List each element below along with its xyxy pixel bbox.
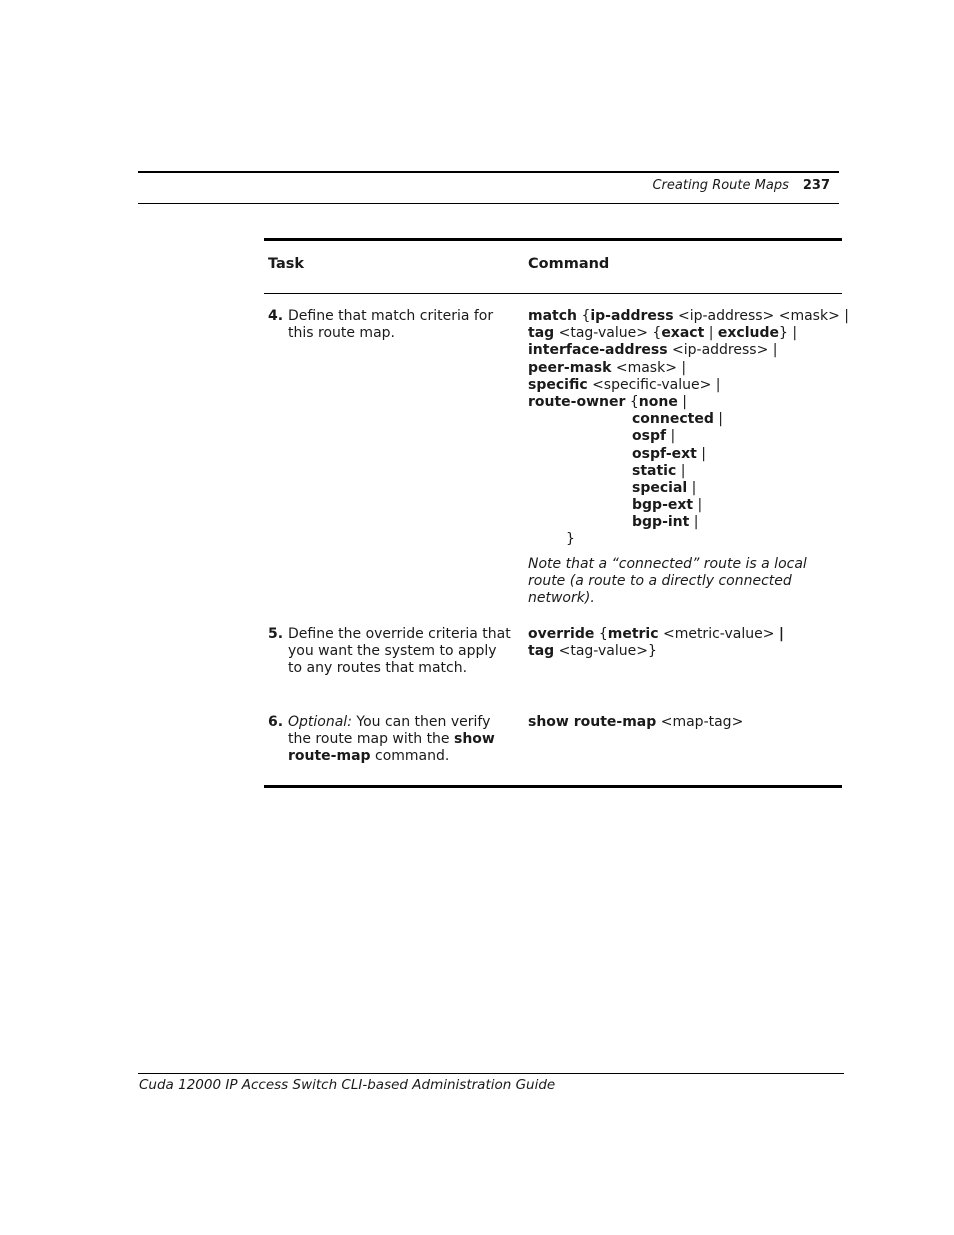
- command-line: interface-address <ip-address> |: [528, 342, 778, 359]
- command-line: bgp-int |: [632, 514, 699, 531]
- command-syntax: [528, 626, 840, 660]
- table-bottom-rule: [264, 785, 842, 788]
- running-header: [560, 178, 830, 193]
- step-number: 5.: [268, 626, 284, 642]
- command-line: specific <specific-value> |: [528, 376, 721, 393]
- command-line: match {ip-address <ip-address> <mask> |: [528, 308, 849, 324]
- step-number: 4.: [268, 308, 284, 324]
- table-top-rule: [264, 238, 842, 241]
- command-syntax: [528, 714, 840, 731]
- command-line: peer-mask <mask> |: [528, 359, 687, 376]
- header-bottom-rule: [138, 203, 839, 204]
- command-line: override {metric <metric-value> |: [528, 626, 785, 642]
- table-header-rule: [264, 293, 842, 294]
- column-header-task: Task: [268, 256, 305, 272]
- command-syntax: [528, 308, 849, 549]
- footer-title: Cuda 12000 IP Access Switch CLI-based Administration Guide: [139, 1077, 556, 1093]
- task-description: Define that match criteria for this route map.: [288, 308, 494, 342]
- task-description: Define the override criteria that you want the system to apply to any routes that match.: [288, 626, 511, 677]
- section-title: Creating Route Maps: [652, 178, 789, 193]
- footer-rule: [138, 1073, 844, 1074]
- command-line: bgp-ext |: [632, 497, 703, 514]
- column-header-command: Command: [528, 256, 610, 272]
- header-top-rule: [138, 171, 839, 173]
- command-line: special |: [632, 479, 697, 496]
- command-line: show route-map <map-tag>: [528, 714, 744, 730]
- command-line: connected |: [632, 411, 724, 428]
- task-description: Optional: You can then verify the route map with the show route-map command.: [288, 714, 495, 765]
- command-line: static |: [632, 462, 686, 479]
- command-line: ospf-ext |: [632, 445, 707, 462]
- command-line: ospf |: [632, 428, 676, 445]
- page-number: 237: [802, 178, 830, 193]
- command-line: tag <tag-value>}: [528, 643, 657, 660]
- command-line: tag <tag-value> {exact | exclude} |: [528, 325, 798, 342]
- command-line: }: [566, 531, 575, 548]
- command-note: Note that a “connected” route is a local route (a route to a directly connected network).: [528, 556, 807, 607]
- step-number: 6.: [268, 714, 284, 730]
- command-line: route-owner {none |: [528, 393, 687, 410]
